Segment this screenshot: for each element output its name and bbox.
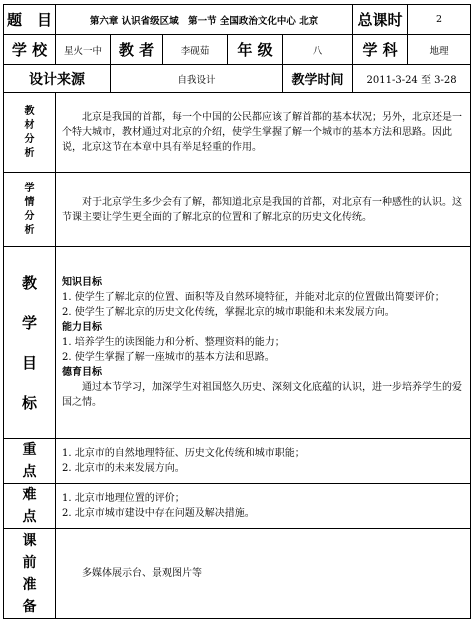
label-char: 目 [21,353,37,372]
label-char: 难 [22,487,37,503]
hours-label: 总课时 [353,5,408,35]
student-analysis-text: 对于北京学生多少会有了解，都知道北京是我国的首都，对北京有一种感性的认识。这节课主要让学生更全面的了解北京的位置和了解北京的历史文化传统。 [56,173,471,247]
textbook-analysis-label [4,93,56,173]
time-value: 2011-3-24 至 3-28 [353,65,471,93]
label-char: 析 [24,147,35,159]
grade-label: 年 级 [228,35,283,65]
subject-value: 地理 [408,35,471,65]
difficulty-1: 1. 北京市地理位置的评价； [62,493,185,504]
difficulties-content [56,484,471,529]
preparation-text: 多媒体展示台、景观图片等 [56,529,471,619]
label-char: 课 [22,532,37,549]
label-char: 析 [24,224,35,236]
difficulties-label [4,484,56,529]
topic-row [4,5,471,35]
source-row [4,65,471,93]
time-label: 教学时间 [283,65,353,93]
info-row [4,35,471,65]
label-char: 准 [22,576,37,593]
student-analysis-row [4,173,471,247]
ability-objective-1: 1. 培养学生的读图能力和分析、整理资料的能力； [62,337,285,348]
difficulty-2: 2. 北京市城市建设中存在问题及解决措施。 [62,508,255,519]
key-point-1: 1. 北京市的自然地理特征、历史文化传统和城市职能； [62,448,305,459]
label-char: 重 [22,442,37,458]
label-char: 分 [24,133,35,145]
lesson-plan-table [3,4,471,619]
knowledge-objective-1: 1. 使学生了解北京的位置、面积等及自然环境特征，并能对北京的位置做出简要评价； [62,292,445,303]
key-point-2: 2. 北京市的未来发展方向。 [62,463,185,474]
label-char: 备 [22,598,37,615]
key-points-content [56,439,471,484]
key-points-label [4,439,56,484]
label-char: 学 [21,313,37,332]
teacher-label: 教 者 [111,35,163,65]
label-char: 教 [21,273,37,292]
subject-label: 学 科 [353,35,408,65]
objectives-label [4,247,56,439]
label-char: 材 [24,119,35,131]
key-points-row [4,439,471,484]
topic-value: 第六章 认识省级区域 第一节 全国政治文化中心 北京 [56,5,353,35]
knowledge-objective-title: 知识目标 [62,277,102,288]
label-char: 点 [22,464,37,480]
objectives-row [4,247,471,439]
school-label: 学 校 [4,35,56,65]
source-label: 设计来源 [4,65,111,93]
moral-objective-title: 德育目标 [62,367,102,378]
topic-label: 题 目 [4,5,56,35]
textbook-analysis-row [4,93,471,173]
ability-objective-title: 能力目标 [62,322,102,333]
student-analysis-label [4,173,56,247]
hours-value: 2 [408,5,471,35]
difficulties-row [4,484,471,529]
label-char: 教 [24,105,35,117]
school-value: 星火一中 [56,35,111,65]
ability-objective-2: 2. 使学生掌握了解一座城市的基本方法和思路。 [62,352,275,363]
label-char: 标 [21,393,37,412]
source-value: 自我设计 [111,65,283,93]
objectives-content [56,247,471,439]
label-char: 情 [24,196,35,208]
preparation-label [4,529,56,619]
textbook-analysis-text: 北京是我国的首都，每一个中国的公民都应该了解首都的基本状况；另外，北京还是一个特大城市，教材通过对北京的介绍，使学生掌握了解一个城市的基本方法和思路。因此说，北京这节在本章中具有举足轻重的作用。 [56,93,471,173]
label-char: 学 [24,182,35,194]
label-char: 点 [22,509,37,525]
knowledge-objective-2: 2. 使学生了解北京的历史文化传统，掌握北京的城市职能和未来发展方向。 [62,307,395,318]
label-char: 分 [24,210,35,222]
grade-value: 八 [283,35,353,65]
moral-objective-text: 通过本节学习，加深学生对祖国悠久历史、深刻文化底蕴的认识，进一步培养学生的爱国之情。 [62,382,462,408]
teacher-value: 李砚茹 [163,35,228,65]
label-char: 前 [22,554,37,571]
preparation-row [4,529,471,619]
